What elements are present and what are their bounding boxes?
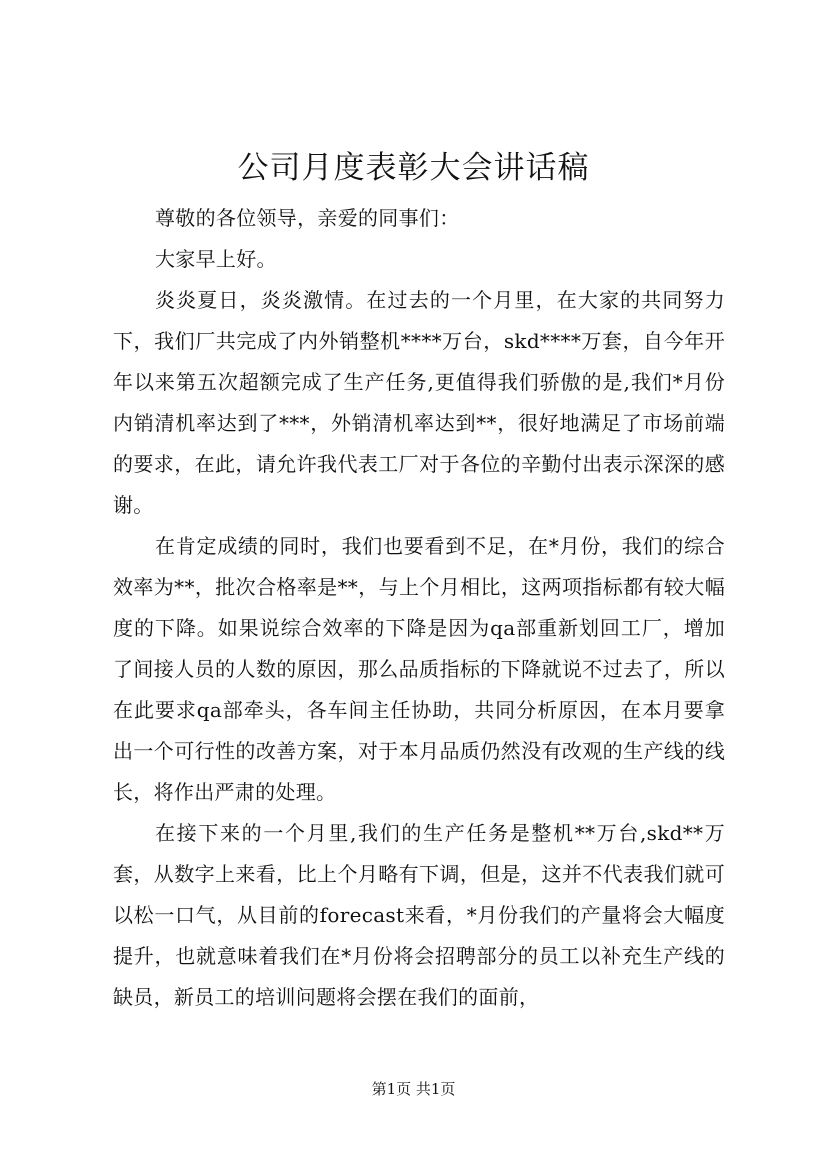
page-title: 公司月度表彰大会讲话稿 (237, 150, 590, 186)
greeting-paragraph: 尊敬的各位领导，亲爱的同事们： (155, 206, 460, 230)
achievement-paragraph: 炎炎夏日，炎炎激情。在过去的一个月里，在大家的共同努力下，我们厂共完成了内外销整机****万台，skd****万套，自今年开年以来第五次超额完成了生产任务,更值得我们骄傲的是,我们*月份内销清机率达到了***，外销清机率达到**，很好地满足了市场前端的要求，在此，请允许我代表工厂对于各位的辛勤付出表示深深的感谢。 (113, 288, 725, 517)
salutation-paragraph: 大家早上好。 (155, 247, 277, 271)
page-footer: 第1页 共1页 (371, 1080, 456, 1098)
document-body (113, 198, 725, 1018)
next-month-paragraph: 在接下来的一个月里,我们的生产任务是整机**万台,skd**万套，从数字上来看，比上个月略有下调，但是，这并不代表我们就可以松一口气，从目前的forecast来看，*月份我们的产量将会大幅度提升，也就意味着我们在*月份将会招聘部分的员工以补充生产线的缺员，新员工的培训问题将会摆在我们的面前， (113, 821, 725, 1009)
shortcomings-paragraph: 在肯定成绩的同时，我们也要看到不足，在*月份，我们的综合效率为**，批次合格率是**，与上个月相比，这两项指标都有较大幅度的下降。如果说综合效率的下降是因为qa部重新划回工厂，增加了间接人员的人数的原因，那么品质指标的下降就说不过去了，所以在此要求qa部牵头，各车间主任协助，共同分析原因，在本月要拿出一个可行性的改善方案，对于本月品质仍然没有改观的生产线的线长，将作出严肃的处理。 (113, 534, 725, 804)
